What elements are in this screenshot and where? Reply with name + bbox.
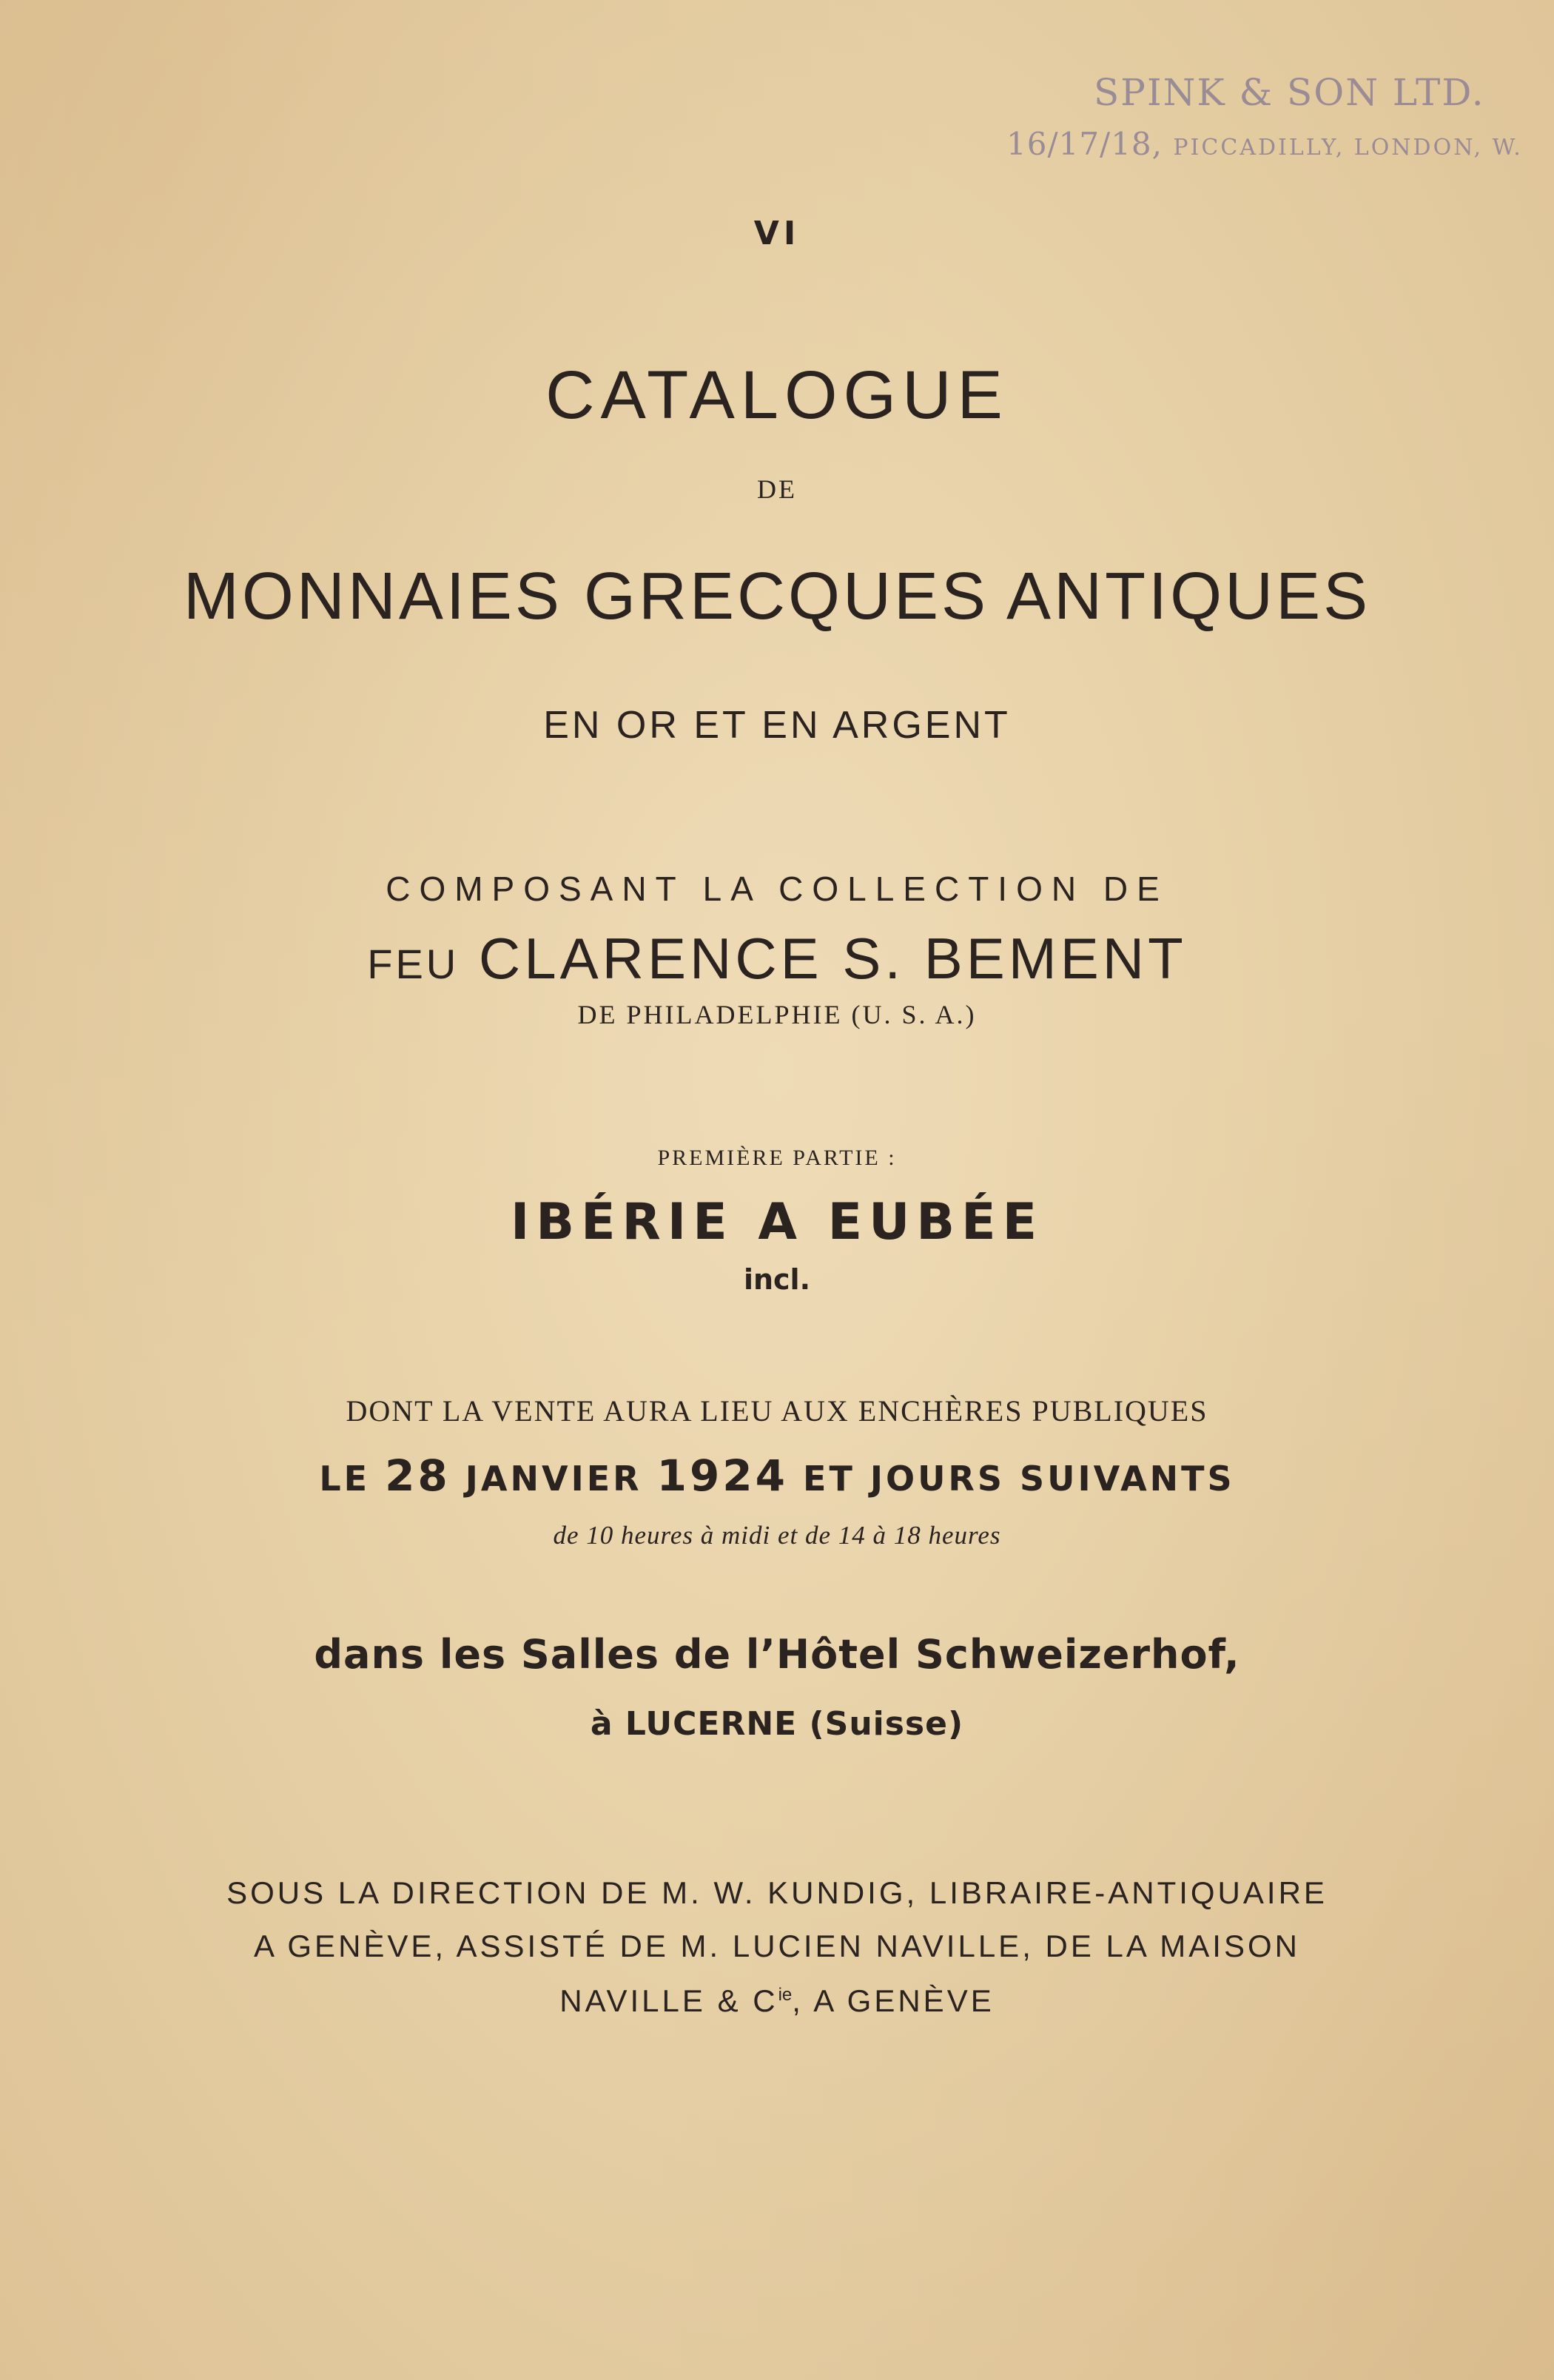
direction-line-1: SOUS LA DIRECTION DE M. W. KUNDIG, LIBRAIRE-ANTIQUAIRE — [226, 1875, 1328, 1910]
dealer-stamp-number: 16/17/18, — [1006, 126, 1163, 162]
catalogue-heading: CATALOGUE — [545, 357, 1009, 433]
part-label: PREMIÈRE PARTIE : — [657, 1146, 897, 1170]
collection-intro: COMPOSANT LA COLLECTION DE — [386, 870, 1168, 908]
direction-line-3-start: NAVILLE & C — [559, 1983, 778, 2018]
sale-date-month: JANVIER — [465, 1459, 642, 1499]
direction-line-3-end: , A GENÈVE — [792, 1983, 995, 2018]
part-incl: incl. — [743, 1263, 811, 1296]
subtitle: EN OR ET EN ARGENT — [543, 704, 1011, 747]
dealer-stamp-street: PICCADILLY, LONDON, W. — [1173, 135, 1523, 161]
collector-line — [0, 925, 1554, 992]
sale-date — [0, 1450, 1554, 1501]
direction-line-3 — [0, 1983, 1554, 2019]
collector-feu: FEU — [367, 941, 460, 987]
sale-hours: de 10 heures à midi et de 14 à 18 heures — [553, 1521, 1001, 1550]
part-title: IBÉRIE A EUBÉE — [510, 1193, 1044, 1251]
catalogue-de: DE — [757, 474, 797, 504]
sale-date-le: LE — [319, 1459, 371, 1499]
direction-line-2: A GENÈVE, ASSISTÉ DE M. LUCIEN NAVILLE, DE LA MAISON — [254, 1929, 1300, 1963]
sale-date-day: 28 — [385, 1450, 451, 1501]
sale-date-year: 1924 — [656, 1450, 789, 1501]
volume-number: VI — [753, 215, 801, 252]
sale-venue: dans les Salles de l’Hôtel Schweizerhof, — [314, 1631, 1240, 1678]
collector-name: CLARENCE S. BEMENT — [478, 926, 1187, 991]
sale-intro: DONT LA VENTE AURA LIEU AUX ENCHÈRES PUBLIQUES — [346, 1394, 1208, 1428]
collector-origin: DE PHILADELPHIE (U. S. A.) — [577, 1000, 977, 1029]
dealer-stamp-name: SPINK & SON LTD. — [1094, 71, 1485, 114]
direction-line-3-superscript: ie — [778, 1985, 793, 2005]
sale-city: à LUCERNE (Suisse) — [590, 1705, 964, 1743]
main-title: MONNAIES GRECQUES ANTIQUES — [183, 559, 1371, 633]
dealer-stamp-address — [1006, 126, 1523, 162]
sale-date-rest: ET JOURS SUIVANTS — [803, 1459, 1235, 1499]
